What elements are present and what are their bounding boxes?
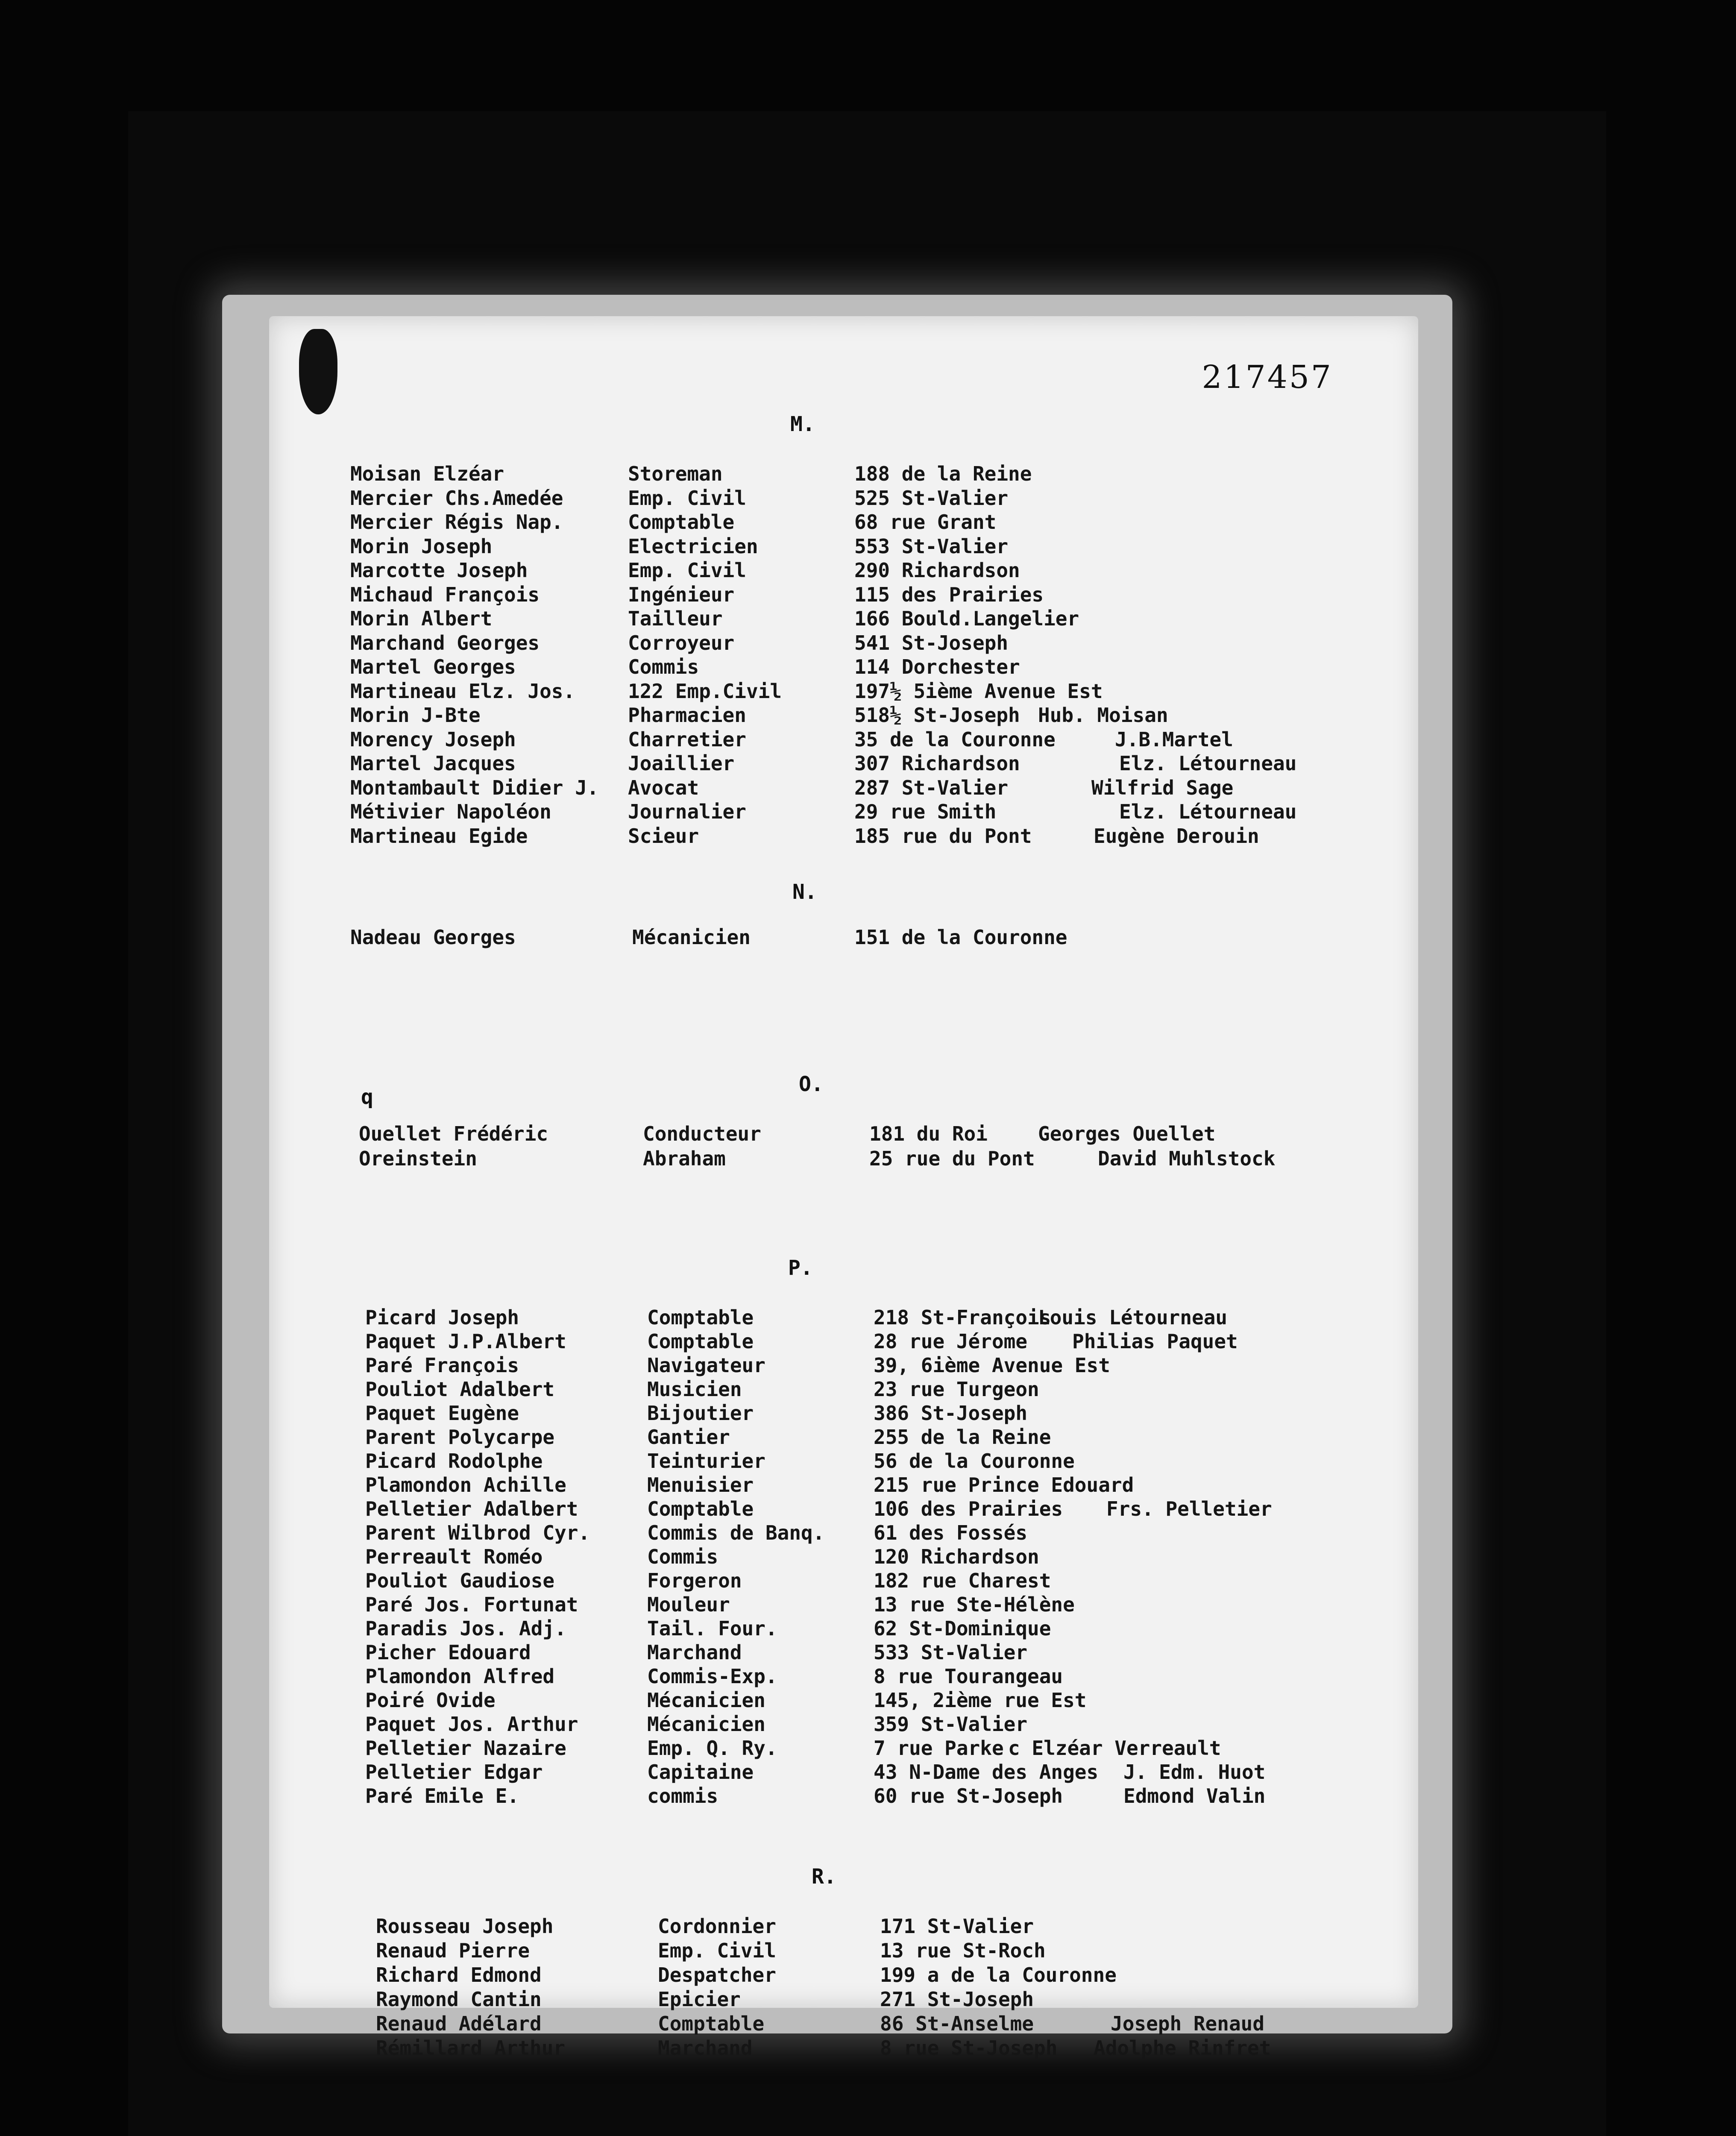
entry-occupation: Comptable — [628, 511, 735, 534]
entry-address: 120 Richardson — [874, 1545, 1039, 1568]
entry-address: 215 rue Prince Edouard — [874, 1473, 1134, 1496]
entry-name: Nadeau Georges — [350, 926, 516, 949]
entry-row — [0, 1473, 1410, 1497]
entry-row — [0, 606, 1410, 631]
entry-note: Hub. Moisan — [1038, 704, 1168, 727]
entry-row — [0, 1914, 1410, 1939]
entry-name: Morin Joseph — [350, 535, 493, 558]
entry-row — [0, 727, 1410, 752]
entry-row — [0, 1616, 1410, 1641]
entry-occupation: Despatcher — [658, 1963, 776, 1986]
entry-address: 255 de la Reine — [874, 1426, 1051, 1449]
entry-address: 151 de la Couronne — [854, 926, 1067, 949]
entry-row — [0, 925, 1410, 950]
entry-name: Pouliot Gaudiose — [365, 1569, 555, 1592]
entry-row — [0, 1146, 1410, 1171]
entry-name: Parent Polycarpe — [365, 1426, 555, 1449]
entry-row — [0, 1592, 1410, 1617]
entry-occupation: Forgeron — [647, 1569, 742, 1592]
entry-name: Paré Emile E. — [365, 1784, 519, 1807]
entry-occupation: Epicier — [658, 1988, 741, 2011]
entry-row — [0, 461, 1410, 486]
entry-occupation: Comptable — [658, 2012, 765, 2035]
entry-name: Morin J-Bte — [350, 704, 481, 727]
entry-row — [0, 1664, 1410, 1689]
entry-address: 386 St-Joseph — [874, 1402, 1028, 1425]
entry-name: Montambault Didier J. — [350, 776, 599, 799]
entry-occupation: Commis de Banq. — [647, 1521, 825, 1544]
entry-occupation: Tail. Four. — [647, 1617, 777, 1640]
entry-row — [0, 1377, 1410, 1402]
entry-name: Martel Georges — [350, 655, 516, 678]
entry-note: Edmond Valin — [1123, 1784, 1266, 1807]
entry-name: Renaud Pierre — [376, 1939, 530, 1962]
entry-row — [0, 1449, 1410, 1473]
entry-occupation: Commis — [628, 655, 699, 678]
entry-name: Martineau Egide — [350, 824, 528, 848]
entry-occupation: Commis — [647, 1545, 718, 1568]
entry-address: 182 rue Charest — [874, 1569, 1051, 1592]
entry-note: J. Edm. Huot — [1123, 1760, 1266, 1784]
entry-address: 114 Dorchester — [854, 655, 1020, 678]
entry-row — [0, 1987, 1410, 2012]
entry-address: 359 St-Valier — [874, 1713, 1028, 1736]
entry-name: Renaud Adélard — [376, 2012, 542, 2035]
section-letter: O. — [799, 1072, 824, 1096]
entry-address: 185 rue du Pont — [854, 824, 1032, 848]
entry-row — [0, 1760, 1410, 1784]
entry-row — [0, 1640, 1410, 1665]
entry-row — [0, 510, 1410, 534]
entry-occupation: Pharmacien — [628, 704, 746, 727]
entry-note: Georges Ouellet — [1038, 1122, 1216, 1145]
entry-occupation: Emp. Civil — [628, 487, 746, 510]
entry-occupation: Capitaine — [647, 1760, 754, 1784]
entry-name: Raymond Cantin — [376, 1988, 542, 2011]
entry-occupation: 122 Emp.Civil — [628, 680, 782, 703]
entry-name: Paradis Jos. Adj. — [365, 1617, 566, 1640]
entry-name: Métivier Napoléon — [350, 800, 551, 823]
entry-name: Martel Jacques — [350, 752, 516, 775]
entry-address: 61 des Fossés — [874, 1521, 1028, 1544]
entry-occupation: Avocat — [628, 776, 699, 799]
entry-row — [0, 1736, 1410, 1760]
entry-address: 218 St-François — [874, 1306, 1051, 1329]
entry-occupation: Scieur — [628, 824, 699, 848]
entry-name: Paré Jos. Fortunat — [365, 1593, 578, 1616]
entry-note: Elz. Létourneau — [1119, 752, 1297, 775]
entry-name: Rousseau Joseph — [376, 1915, 554, 1938]
entry-note: J.B.Martel — [1115, 728, 1233, 751]
entry-address: 13 rue Ste-Hélène — [874, 1593, 1075, 1616]
entry-occupation: Emp. Q. Ry. — [647, 1737, 777, 1760]
entry-occupation: Gantier — [647, 1426, 730, 1449]
entry-occupation: Emp. Civil — [658, 1939, 776, 1962]
entry-address: 13 rue St-Roch — [880, 1939, 1046, 1962]
entry-occupation: Mécanicien — [632, 926, 751, 949]
entry-name: Plamondon Alfred — [365, 1665, 555, 1688]
entry-address: 25 rue du Pont — [869, 1147, 1035, 1170]
entry-row — [0, 1712, 1410, 1737]
ink-stain — [299, 329, 337, 414]
entry-address: 35 de la Couronne — [854, 728, 1056, 751]
entry-address: 199 a de la Couronne — [880, 1963, 1117, 1986]
entry-occupation: Abraham — [643, 1147, 726, 1170]
entry-note: Philias Paquet — [1072, 1330, 1238, 1353]
entry-address: 106 des Prairies — [874, 1497, 1063, 1520]
entry-row — [0, 1496, 1410, 1521]
entry-row — [0, 679, 1410, 704]
entry-address: 181 du Roi — [869, 1122, 988, 1145]
entry-name: Marchand Georges — [350, 631, 540, 654]
entry-note: c Elzéar Verreault — [1008, 1737, 1221, 1760]
entry-name: Oreinstein — [359, 1147, 477, 1170]
entry-occupation: Teinturier — [647, 1449, 765, 1473]
entry-address: 39, 6ième Avenue Est — [874, 1354, 1110, 1377]
entry-occupation: Marchand — [647, 1641, 742, 1664]
entry-row — [0, 1425, 1410, 1449]
entry-occupation: Marchand — [658, 2036, 753, 2060]
entry-row — [0, 824, 1410, 848]
entry-row — [0, 1963, 1410, 1987]
entry-address: 28 rue Jérome — [874, 1330, 1028, 1353]
entry-name: Richard Edmond — [376, 1963, 542, 1986]
entry-name: Pelletier Edgar — [365, 1760, 543, 1784]
entry-name: Pelletier Nazaire — [365, 1737, 566, 1760]
entry-address: 518½ St-Joseph — [854, 704, 1020, 727]
entry-name: Mercier Chs.Amedée — [350, 487, 563, 510]
entry-occupation: Comptable — [647, 1306, 754, 1329]
entry-address: 145, 2ième rue Est — [874, 1689, 1087, 1712]
entry-occupation: Comptable — [647, 1330, 754, 1353]
entry-occupation: Electricien — [628, 535, 758, 558]
section-letter: M. — [790, 412, 815, 436]
entry-note: Elz. Létourneau — [1119, 800, 1297, 823]
entry-row — [0, 1938, 1410, 1963]
entry-name: Parent Wilbrod Cyr. — [365, 1521, 590, 1544]
entry-address: 29 rue Smith — [854, 800, 997, 823]
entry-address: 115 des Prairies — [854, 583, 1044, 606]
entry-name: Pelletier Adalbert — [365, 1497, 578, 1520]
entry-address: 525 St-Valier — [854, 487, 1009, 510]
entry-note: Eugène Derouin — [1094, 824, 1259, 848]
document-number: 217457 — [1202, 359, 1333, 396]
entry-row — [0, 1329, 1410, 1354]
entry-occupation: Tailleur — [628, 607, 723, 630]
entry-row — [0, 582, 1410, 607]
entry-note: Joseph Renaud — [1111, 2012, 1265, 2035]
entry-address: 43 N-Dame des Anges — [874, 1760, 1099, 1784]
entry-occupation: Cordonnier — [658, 1915, 776, 1938]
entry-row — [0, 2036, 1410, 2060]
entry-occupation: Mécanicien — [647, 1689, 765, 1712]
entry-note: Wilfrid Sage — [1091, 776, 1234, 799]
entry-row — [0, 1544, 1410, 1569]
entry-name: Marcotte Joseph — [350, 559, 528, 582]
entry-address: 7 rue Parke — [874, 1737, 1004, 1760]
entry-name: Paquet J.P.Albert — [365, 1330, 566, 1353]
entry-address: 23 rue Turgeon — [874, 1378, 1039, 1401]
entry-name: Martineau Elz. Jos. — [350, 680, 575, 703]
entry-note: Louis Létourneau — [1038, 1306, 1228, 1329]
entry-row — [0, 1305, 1410, 1330]
entry-occupation: Emp. Civil — [628, 559, 746, 582]
entry-occupation: Charretier — [628, 728, 746, 751]
entry-name: Rémillard Arthur — [376, 2036, 566, 2060]
entry-address: 171 St-Valier — [880, 1915, 1034, 1938]
entry-address: 287 St-Valier — [854, 776, 1009, 799]
entry-name: Picher Edouard — [365, 1641, 531, 1664]
entry-row — [0, 751, 1410, 776]
entry-name: Picard Rodolphe — [365, 1449, 543, 1473]
entry-address: 307 Richardson — [854, 752, 1020, 775]
entry-name: Perreault Roméo — [365, 1545, 543, 1568]
entry-occupation: Storeman — [628, 462, 723, 485]
entry-name: Moisan Elzéar — [350, 462, 504, 485]
entry-occupation: Bijoutier — [647, 1402, 754, 1425]
entry-row — [0, 1353, 1410, 1378]
entry-address: 197½ 5ième Avenue Est — [854, 680, 1103, 703]
entry-occupation: Mécanicien — [647, 1713, 765, 1736]
entry-name: Plamondon Achille — [365, 1473, 566, 1496]
entry-address: 62 St-Dominique — [874, 1617, 1051, 1640]
entry-row — [0, 1688, 1410, 1713]
entry-row — [0, 631, 1410, 655]
entry-occupation: Comptable — [647, 1497, 754, 1520]
entry-name: Poiré Ovide — [365, 1689, 496, 1712]
entry-row — [0, 799, 1410, 824]
entry-name: Paquet Eugène — [365, 1402, 519, 1425]
entry-occupation: commis — [647, 1784, 718, 1807]
entry-occupation: Ingénieur — [628, 583, 735, 606]
entry-occupation: Menuisier — [647, 1473, 754, 1496]
entry-occupation: Mouleur — [647, 1593, 730, 1616]
entry-row — [0, 2011, 1410, 2036]
entry-row — [0, 558, 1410, 583]
entry-row — [0, 1520, 1410, 1545]
entry-occupation: Joaillier — [628, 752, 735, 775]
side-mark: q — [361, 1085, 373, 1109]
entry-address: 188 de la Reine — [854, 462, 1032, 485]
entry-name: Morin Albert — [350, 607, 493, 630]
entry-row — [0, 1784, 1410, 1808]
entry-address: 8 rue St-Joseph — [880, 2036, 1058, 2060]
entry-address: 166 Bould.Langelier — [854, 607, 1079, 630]
entry-row — [0, 1121, 1410, 1146]
section-letter: P. — [788, 1256, 813, 1280]
entry-address: 290 Richardson — [854, 559, 1020, 582]
entry-row — [0, 486, 1410, 511]
entry-address: 271 St-Joseph — [880, 1988, 1034, 2011]
entry-name: Picard Joseph — [365, 1306, 519, 1329]
entry-occupation: Conducteur — [643, 1122, 761, 1145]
section-letter: N. — [792, 880, 817, 904]
entry-note: Adolphe Rinfret — [1094, 2036, 1271, 2060]
entry-address: 8 rue Tourangeau — [874, 1665, 1063, 1688]
section-letter: R. — [812, 1865, 836, 1889]
entry-row — [0, 775, 1410, 800]
entry-address: 60 rue St-Joseph — [874, 1784, 1063, 1807]
entry-name: Morency Joseph — [350, 728, 516, 751]
entry-note: David Muhlstock — [1098, 1147, 1276, 1170]
entry-row — [0, 654, 1410, 679]
entry-name: Paré François — [365, 1354, 519, 1377]
entry-name: Mercier Régis Nap. — [350, 511, 563, 534]
entry-row — [0, 1401, 1410, 1426]
entry-occupation: Corroyeur — [628, 631, 735, 654]
entry-address: 533 St-Valier — [874, 1641, 1028, 1664]
entry-row — [0, 534, 1410, 559]
entry-occupation: Commis-Exp. — [647, 1665, 777, 1688]
entry-row — [0, 703, 1410, 728]
entry-occupation: Navigateur — [647, 1354, 765, 1377]
entry-address: 86 St-Anselme — [880, 2012, 1034, 2035]
entry-occupation: Musicien — [647, 1378, 742, 1401]
entry-name: Pouliot Adalbert — [365, 1378, 555, 1401]
entry-row — [0, 1568, 1410, 1593]
entry-address: 56 de la Couronne — [874, 1449, 1075, 1473]
entry-address: 553 St-Valier — [854, 535, 1009, 558]
entry-address: 68 rue Grant — [854, 511, 997, 534]
entry-name: Paquet Jos. Arthur — [365, 1713, 578, 1736]
entry-address: 541 St-Joseph — [854, 631, 1009, 654]
entry-occupation: Journalier — [628, 800, 746, 823]
entry-note: Frs. Pelletier — [1106, 1497, 1272, 1520]
entry-name: Michaud François — [350, 583, 540, 606]
entry-name: Ouellet Frédéric — [359, 1122, 548, 1145]
